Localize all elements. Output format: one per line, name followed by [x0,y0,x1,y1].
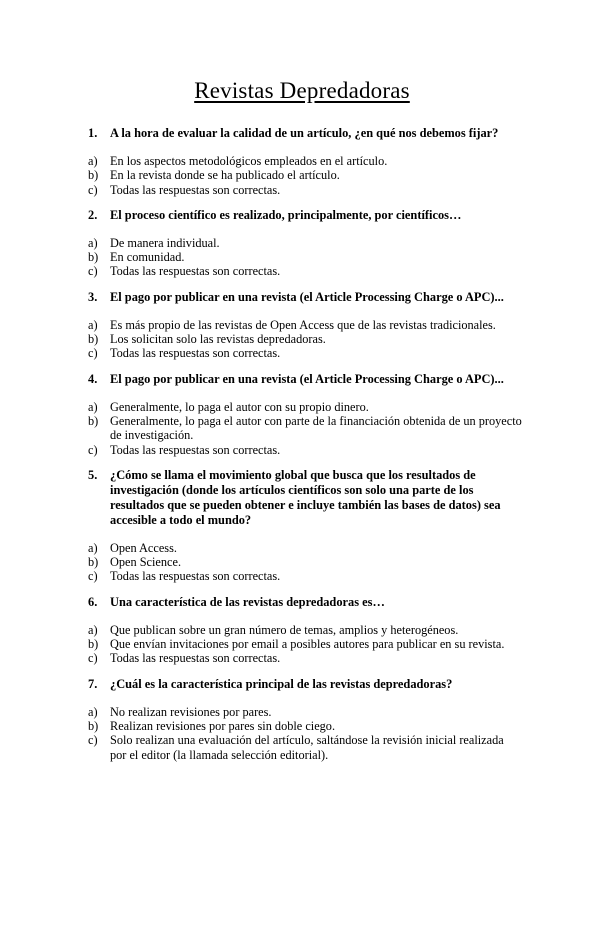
answer-option [88,569,522,583]
question-text: El pago por publicar en una revista (el Article Processing Charge o APC)... [110,289,504,304]
option-letter: b) [88,413,99,428]
option-text: En comunidad. [110,250,185,265]
option-letter: c) [88,346,98,361]
answer-option [88,168,522,182]
question-number: 5. [88,467,98,482]
document-page [0,78,600,926]
option-text: En los aspectos metodológicos empleados en el artículo. [110,154,388,168]
question-5 [88,468,522,584]
option-text: Realizan revisiones por pares sin doble ciego. [110,718,336,733]
option-text: Todas las respuestas son correctas. [110,651,281,666]
answer-option [88,250,522,264]
option-text: Es más propio de las revistas de Open Access que de las revistas tradicionales. [110,317,496,332]
answer-option [88,719,522,733]
option-text: Todas las respuestas son correctas. [110,442,281,457]
option-text: Todas las respuestas son correctas. [110,346,281,361]
option-letter: a) [88,622,98,637]
question-heading [88,677,522,692]
option-letter: b) [88,250,99,265]
question-3 [88,290,522,361]
question-number: 2. [88,207,98,222]
option-letter: c) [88,182,98,197]
option-text: No realizan revisiones por pares. [110,704,272,719]
question-heading [88,595,522,610]
option-letter: b) [88,332,99,347]
question-1 [88,126,522,197]
answer-option [88,154,522,168]
option-text: Solo realizan una evaluación del artículo, saltándose la revisión inicial realizada por el editor (la llamada selección editorial). [110,733,504,762]
question-heading [88,208,522,223]
answer-option [88,443,522,457]
option-letter: c) [88,264,98,279]
question-text: ¿Cuál es la característica principal de las revistas depredadoras? [110,676,453,691]
option-letter: b) [88,555,99,570]
question-text: A la hora de evaluar la calidad de un artículo, ¿en qué nos debemos fijar? [110,126,499,140]
option-text: Que publican sobre un gran número de temas, amplios y heterogéneos. [110,622,459,637]
option-letter: c) [88,733,98,748]
question-text: ¿Cómo se llama el movimiento global que busca que los resultados de investigación (donde los artículos científicos son solo una parte de los resultados que se pueden obtener e incluye también las bases de datos) sea accesible a todo el mundo? [110,467,501,527]
answer-option [88,555,522,569]
answer-option [88,264,522,278]
question-heading [88,468,522,528]
answer-option [88,637,522,651]
question-list [88,126,522,762]
answer-option [88,236,522,250]
answer-option [88,318,522,332]
page-title: Revistas Depredadoras [194,78,410,103]
answer-option [88,651,522,665]
question-number: 4. [88,371,98,386]
question-text: El pago por publicar en una revista (el Article Processing Charge o APC)... [110,371,504,386]
answer-option [88,332,522,346]
option-letter: b) [88,168,99,183]
option-letter: c) [88,651,98,666]
option-letter: a) [88,704,98,719]
question-heading [88,290,522,305]
option-letter: a) [88,154,98,168]
option-text: Generalmente, lo paga el autor con su propio dinero. [110,399,369,414]
answer-option [88,705,522,719]
option-text: Todas las respuestas son correctas. [110,182,281,197]
option-letter: a) [88,235,98,250]
option-letter: c) [88,442,98,457]
answer-option [88,623,522,637]
answer-option [88,541,522,555]
option-text: Generalmente, lo paga el autor con parte de la financiación obtenida de un proyecto de investigación. [110,413,522,443]
answer-option [88,414,522,443]
option-text: Open Science. [110,555,182,570]
question-heading [88,126,522,141]
question-number: 7. [88,676,98,691]
question-number: 6. [88,594,98,609]
question-4 [88,372,522,457]
question-2 [88,208,522,279]
question-number: 1. [88,126,98,140]
answer-option [88,733,522,762]
option-text: Todas las respuestas son correctas. [110,569,281,584]
option-letter: a) [88,399,98,414]
question-heading [88,372,522,387]
answer-option [88,183,522,197]
question-6 [88,595,522,666]
question-7 [88,677,522,762]
answer-option [88,400,522,414]
option-letter: b) [88,718,99,733]
option-text: Que envían invitaciones por email a posibles autores para publicar en su revista. [110,637,505,652]
option-letter: b) [88,637,99,652]
question-number: 3. [88,289,98,304]
answer-option [88,346,522,360]
option-text: Open Access. [110,540,177,555]
option-letter: c) [88,569,98,584]
option-text: Los solicitan solo las revistas depredadoras. [110,332,326,347]
question-text: Una característica de las revistas depredadoras es… [110,594,385,609]
option-letter: a) [88,317,98,332]
option-text: De manera individual. [110,235,220,250]
question-text: El proceso científico es realizado, principalmente, por científicos… [110,207,462,222]
option-text: En la revista donde se ha publicado el artículo. [110,168,340,183]
option-text: Todas las respuestas son correctas. [110,264,281,279]
option-letter: a) [88,540,98,555]
